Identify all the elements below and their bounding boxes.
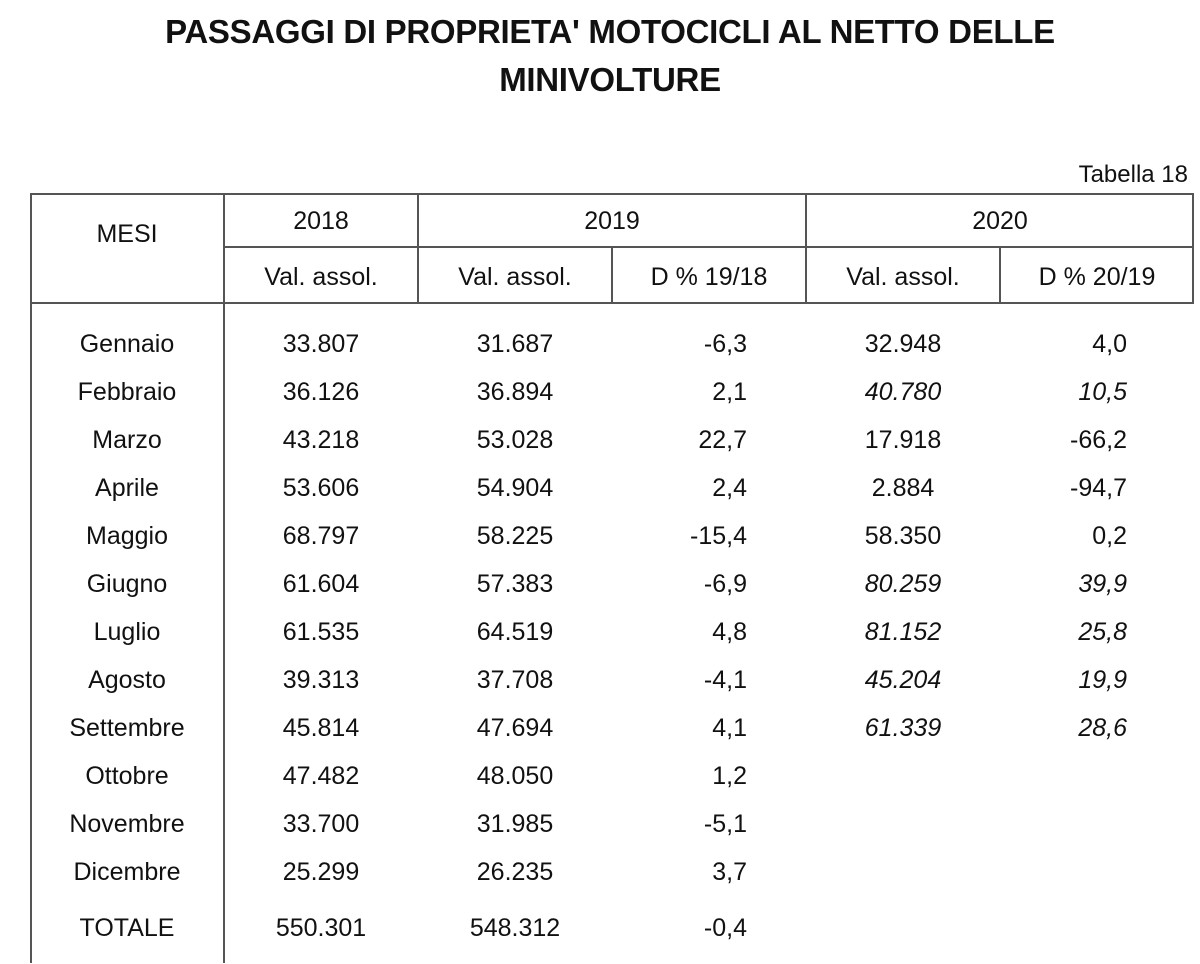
delta-19-18-cell: 1,2 (712, 762, 747, 790)
value-2020-cell: 61.339 (864, 714, 942, 742)
delta-19-18-cell: -6,9 (703, 570, 747, 598)
delta-19-18-cell: 2,4 (712, 474, 747, 502)
table-row (30, 800, 1194, 848)
value-2018-cell: 39.313 (282, 666, 360, 694)
table-row (30, 752, 1194, 800)
month-cell: Novembre (69, 810, 185, 838)
value-2020-cell: 17.918 (864, 426, 942, 454)
value-2020-cell: 45.204 (864, 666, 942, 694)
value-2019-cell: 26.235 (476, 858, 554, 886)
value-2019-cell: 58.225 (476, 522, 554, 550)
month-cell: Maggio (86, 522, 168, 550)
value-2019-cell: 31.687 (476, 330, 554, 358)
value-2019-cell: 53.028 (476, 426, 554, 454)
total-label: TOTALE (79, 914, 175, 942)
delta-19-18-cell: 2,1 (712, 378, 747, 406)
table-row (30, 416, 1194, 464)
table-row (30, 368, 1194, 416)
subheader-val-2019: Val. assol. (458, 263, 572, 291)
month-cell: Gennaio (79, 330, 175, 358)
table-row (30, 608, 1194, 656)
value-2018-cell: 53.606 (282, 474, 360, 502)
delta-19-18-cell: -15,4 (690, 522, 747, 550)
value-2019-cell: 54.904 (476, 474, 554, 502)
value-2018-cell: 68.797 (282, 522, 360, 550)
header-year-2020: 2020 (972, 207, 1028, 235)
value-2018-cell: 47.482 (282, 762, 360, 790)
value-2020-cell: 58.350 (864, 522, 942, 550)
month-cell: Marzo (92, 426, 162, 454)
value-2019-cell: 31.985 (476, 810, 554, 838)
header-year-2019: 2019 (584, 207, 640, 235)
subheader-delta-19-18: D % 19/18 (650, 263, 768, 291)
delta-20-19-cell: -66,2 (1070, 426, 1127, 454)
delta-20-19-cell: 10,5 (1078, 378, 1127, 406)
table-row (30, 848, 1194, 896)
month-cell: Febbraio (77, 378, 177, 406)
page-title (0, 8, 1200, 104)
month-cell: Dicembre (73, 858, 181, 886)
title-line-1: PASSAGGI DI PROPRIETA' MOTOCICLI AL NETTO DELLE (165, 13, 1055, 50)
table-row (30, 704, 1194, 752)
table-row (30, 560, 1194, 608)
year-subheader-divider (224, 246, 1194, 248)
subheader-val-2020: Val. assol. (846, 263, 960, 291)
subheader-val-2018: Val. assol. (264, 263, 378, 291)
table-row (30, 512, 1194, 560)
value-2019-cell: 36.894 (476, 378, 554, 406)
total-2018-cell: 550.301 (275, 914, 367, 942)
month-cell: Luglio (93, 618, 161, 646)
header-year-2018: 2018 (293, 207, 349, 235)
data-table (30, 193, 1194, 963)
delta-20-19-cell: -94,7 (1070, 474, 1127, 502)
month-cell: Settembre (69, 714, 185, 742)
value-2020-cell: 2.884 (871, 474, 935, 502)
value-2018-cell: 43.218 (282, 426, 360, 454)
table-caption: Tabella 18 (1078, 161, 1188, 188)
delta-20-19-cell: 19,9 (1078, 666, 1127, 694)
total-delta-19-18-cell: -0,4 (703, 914, 747, 942)
table-row (30, 656, 1194, 704)
value-2018-cell: 45.814 (282, 714, 360, 742)
delta-19-18-cell: -6,3 (703, 330, 747, 358)
value-2018-cell: 36.126 (282, 378, 360, 406)
delta-20-19-cell: 39,9 (1078, 570, 1127, 598)
value-2018-cell: 33.700 (282, 810, 360, 838)
table-row (30, 320, 1194, 368)
delta-19-18-cell: 4,1 (712, 714, 747, 742)
header-mesi: MESI (96, 220, 158, 248)
total-row (30, 904, 1194, 952)
value-2020-cell: 80.259 (864, 570, 942, 598)
delta-20-19-cell: 28,6 (1078, 714, 1127, 742)
delta-19-18-cell: 3,7 (712, 858, 747, 886)
value-2019-cell: 48.050 (476, 762, 554, 790)
value-2020-cell: 81.152 (864, 618, 942, 646)
subheader-delta-20-19: D % 20/19 (1038, 263, 1156, 291)
value-2019-cell: 37.708 (476, 666, 554, 694)
value-2019-cell: 64.519 (476, 618, 554, 646)
value-2020-cell: 40.780 (864, 378, 942, 406)
month-cell: Ottobre (85, 762, 169, 790)
delta-19-18-cell: 4,8 (712, 618, 747, 646)
delta-20-19-cell: 4,0 (1092, 330, 1127, 358)
value-2020-cell: 32.948 (864, 330, 942, 358)
total-2019-cell: 548.312 (469, 914, 561, 942)
value-2018-cell: 33.807 (282, 330, 360, 358)
value-2019-cell: 47.694 (476, 714, 554, 742)
delta-19-18-cell: 22,7 (698, 426, 747, 454)
value-2018-cell: 25.299 (282, 858, 360, 886)
month-cell: Giugno (86, 570, 168, 598)
month-cell: Aprile (95, 474, 159, 502)
delta-19-18-cell: -4,1 (703, 666, 747, 694)
delta-19-18-cell: -5,1 (703, 810, 747, 838)
table-row (30, 464, 1194, 512)
value-2018-cell: 61.604 (282, 570, 360, 598)
table-top-border (30, 193, 1194, 195)
title-line-2: MINIVOLTURE (499, 61, 721, 98)
value-2018-cell: 61.535 (282, 618, 360, 646)
delta-20-19-cell: 0,2 (1092, 522, 1127, 550)
value-2019-cell: 57.383 (476, 570, 554, 598)
month-cell: Agosto (88, 666, 166, 694)
delta-20-19-cell: 25,8 (1078, 618, 1127, 646)
